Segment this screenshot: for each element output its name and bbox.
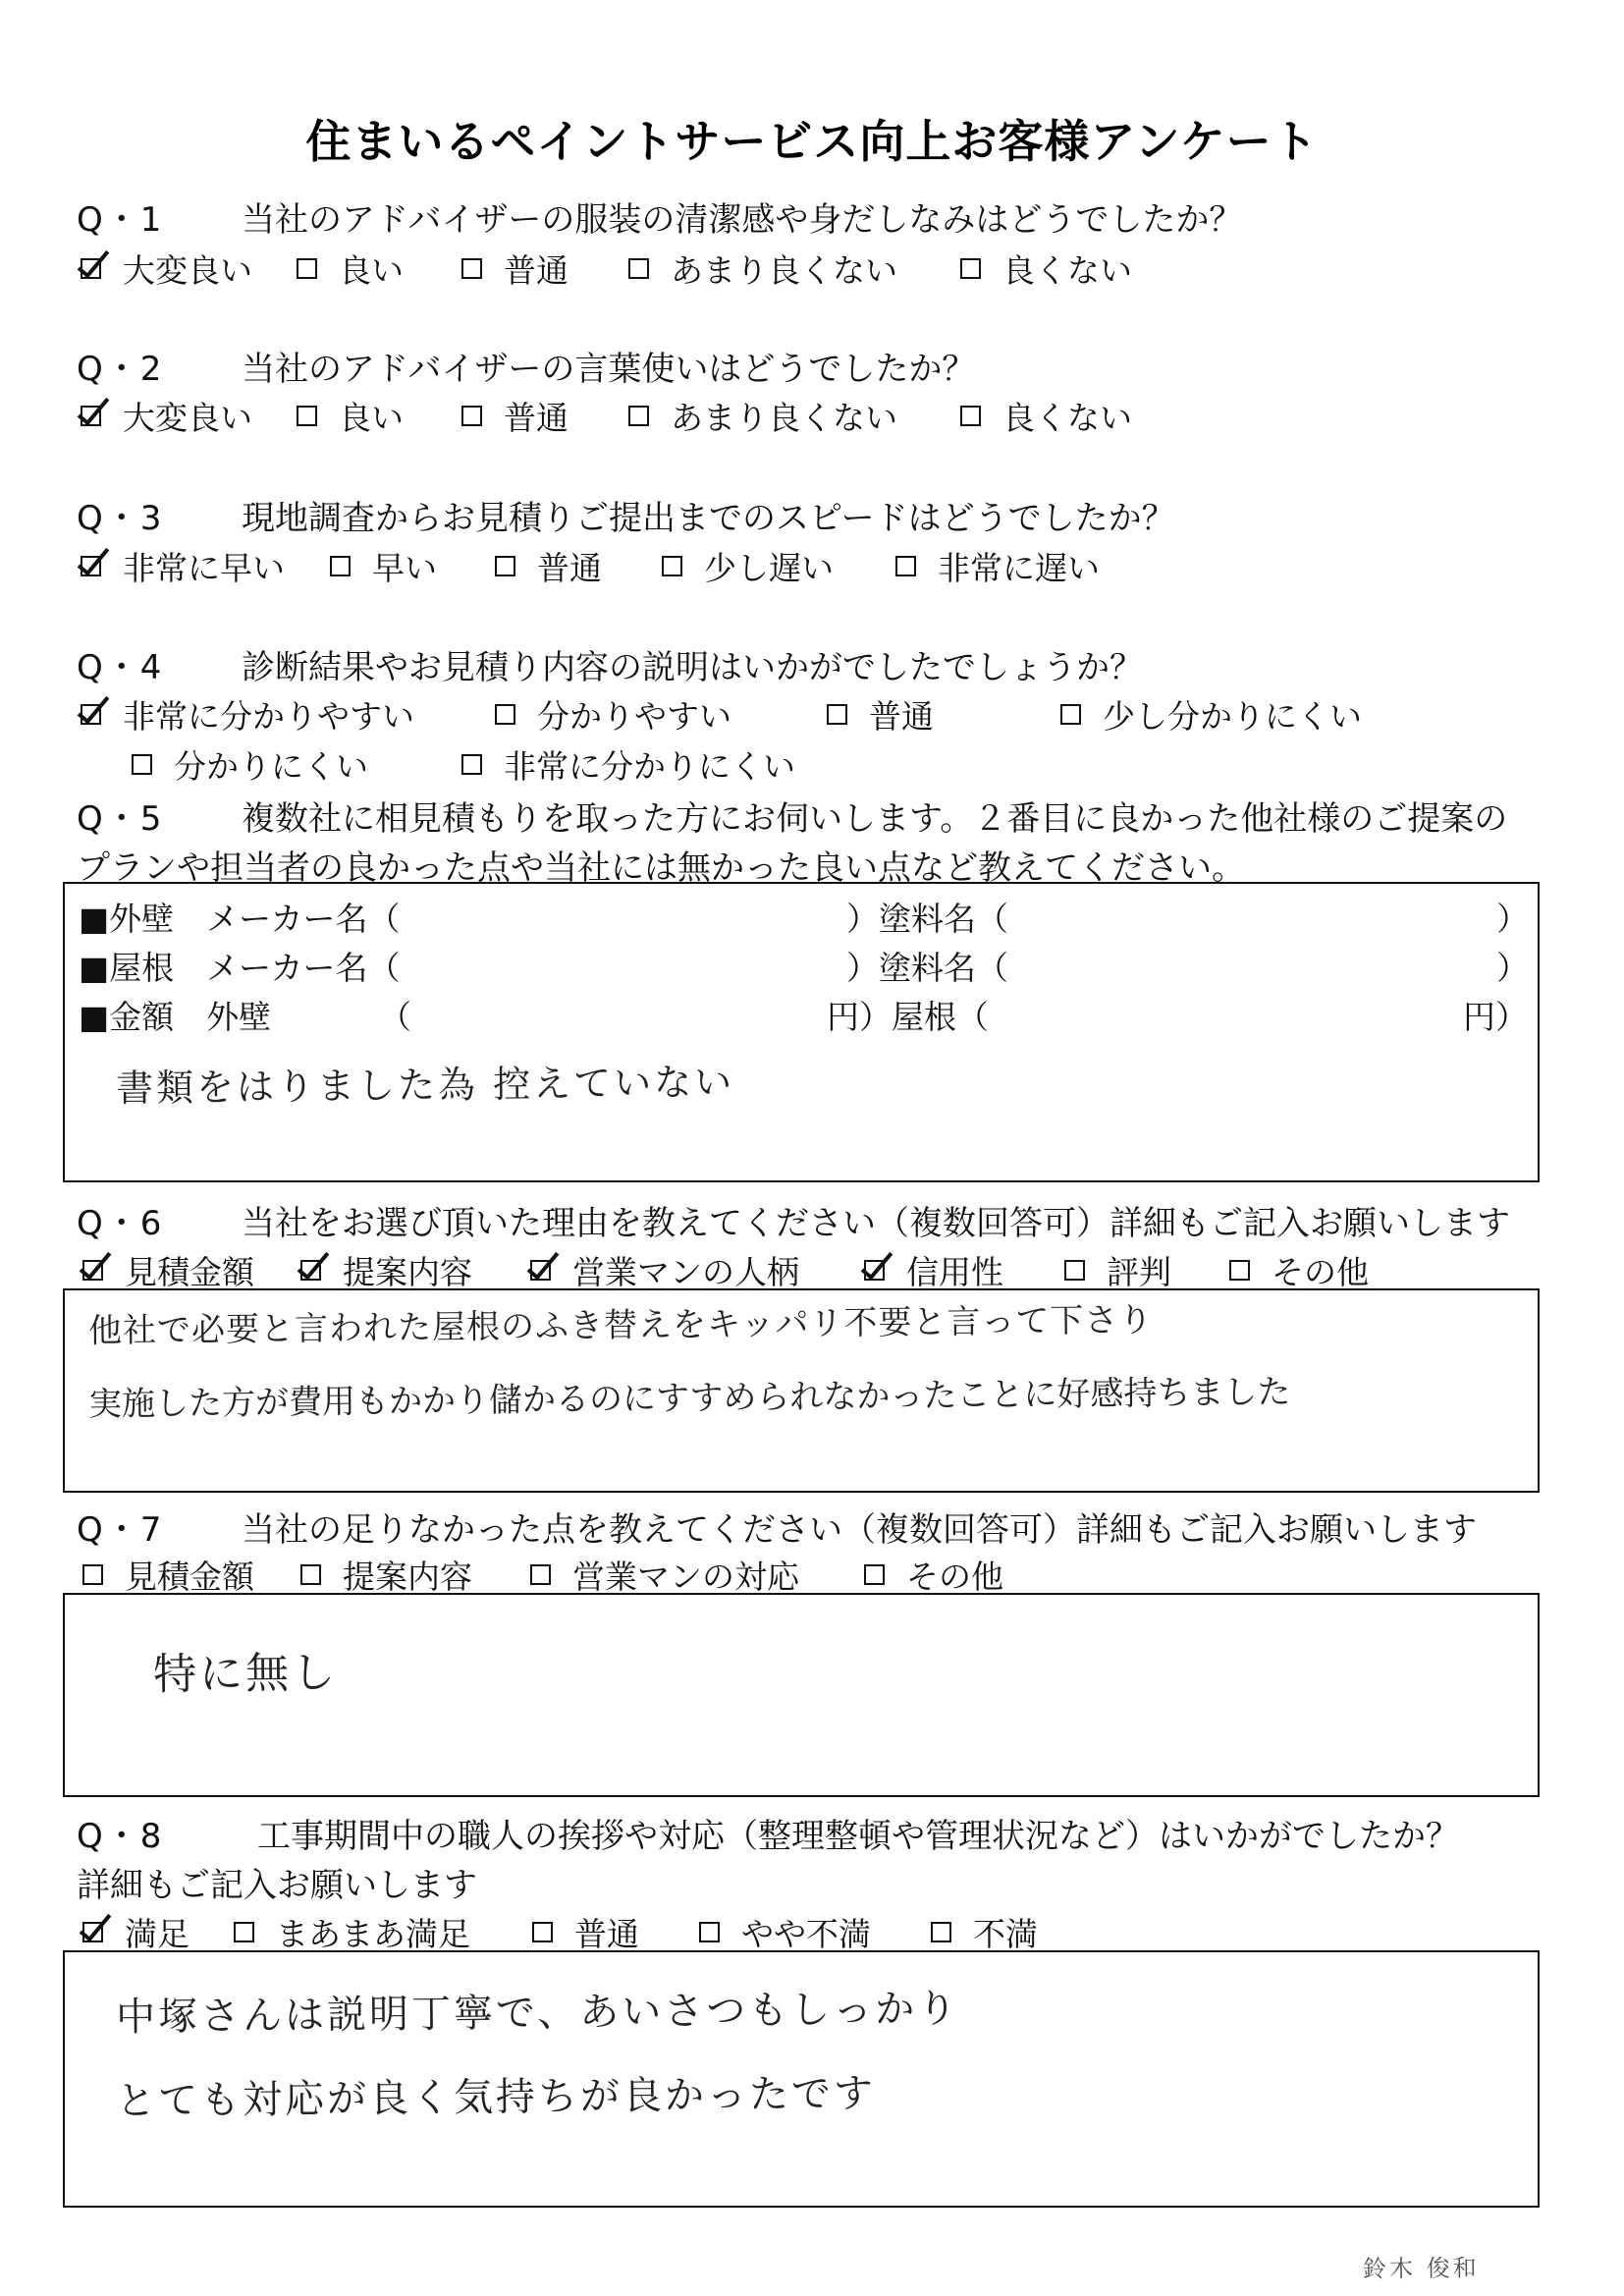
q4-option-5[interactable]: 分かりにくい bbox=[132, 741, 368, 788]
q7-checkbox-2[interactable] bbox=[300, 1564, 321, 1585]
q5-roof-maker-label: ■屋根 メーカー名（ bbox=[79, 949, 401, 987]
q5-wall-maker-label: ■外壁 メーカー名（ bbox=[79, 900, 401, 938]
q4-option-6[interactable]: 非常に分かりにくい bbox=[461, 741, 795, 788]
q8-handwritten-line-1: 中塚さんは説明丁寧で、あいさつもしっかり bbox=[115, 1986, 960, 2041]
q4-option-1[interactable]: 非常に分かりやすい bbox=[81, 691, 414, 738]
q7-option-4[interactable]: その他 bbox=[864, 1552, 1003, 1598]
q6-option-1[interactable]: 見積金額 bbox=[82, 1247, 254, 1293]
q4-checkbox-1[interactable] bbox=[81, 704, 101, 725]
q2-option-1[interactable]: 大変良い bbox=[81, 393, 252, 439]
q6-checkbox-3[interactable] bbox=[530, 1260, 551, 1281]
q1-question: 当社のアドバイザーの服装の清潔感や身だしなみはどうでしたか？ bbox=[242, 200, 1243, 240]
q3-question: 現地調査からお見積りご提出までのスピードはどうでしたか？ bbox=[242, 499, 1175, 538]
q5-question-line2: プランや担当者の良かった点や当社には無かった良い点など教えてください。 bbox=[77, 848, 1245, 888]
q8-checkbox-2[interactable] bbox=[234, 1922, 254, 1942]
q7-option-1[interactable]: 見積金額 bbox=[82, 1552, 254, 1598]
q2-checkbox-1[interactable] bbox=[81, 406, 101, 426]
q2-checkbox-2[interactable] bbox=[297, 406, 317, 426]
q4-checkbox-2[interactable] bbox=[495, 704, 515, 725]
q6-checkbox-1[interactable] bbox=[82, 1260, 103, 1281]
q2-number: Q・2 bbox=[77, 350, 164, 389]
q8-checkbox-5[interactable] bbox=[931, 1922, 951, 1942]
q2-checkbox-3[interactable] bbox=[461, 406, 482, 426]
q8-handwritten-line-2: とても対応が良く気持ちが良かったです bbox=[115, 2070, 877, 2125]
q8-option-2[interactable]: まあまあ満足 bbox=[234, 1909, 470, 1955]
q4-number: Q・4 bbox=[77, 648, 164, 687]
q7-checkbox-1[interactable] bbox=[82, 1564, 103, 1585]
q5-amount-wall-label: ■金額 外壁 bbox=[79, 998, 272, 1036]
q8-number: Q・8 bbox=[77, 1817, 164, 1856]
q1-checkbox-1[interactable] bbox=[81, 258, 101, 279]
q6-handwritten-line-1: 他社で必要と言われた屋根のふき替えをキッパリ不要と言って下さり bbox=[87, 1300, 1154, 1351]
q5-handwritten-answer: 書類をはりました為 控えていない bbox=[115, 1060, 735, 1111]
q1-option-2[interactable]: 良い bbox=[297, 246, 404, 292]
q1-checkbox-3[interactable] bbox=[461, 258, 482, 279]
q6-option-2[interactable]: 提案内容 bbox=[300, 1247, 472, 1293]
q3-option-5[interactable]: 非常に遅い bbox=[895, 543, 1100, 589]
respondent-signature: 鈴木 俊和 bbox=[1362, 2254, 1480, 2283]
q5-roof-end: ） bbox=[1496, 949, 1529, 987]
q3-checkbox-4[interactable] bbox=[662, 556, 682, 576]
q1-option-5[interactable]: 良くない bbox=[960, 246, 1132, 292]
q2-option-2[interactable]: 良い bbox=[297, 393, 404, 439]
survey-title: 住まいるペイントサービス向上お客様アンケート bbox=[305, 115, 1319, 168]
q1-option-4[interactable]: あまり良くない bbox=[628, 246, 897, 292]
q7-question: 当社の足りなかった点を教えてください（複数回答可）詳細もご記入お願いします bbox=[242, 1510, 1477, 1550]
q1-checkbox-5[interactable] bbox=[960, 258, 981, 279]
q6-checkbox-6[interactable] bbox=[1229, 1260, 1250, 1281]
q7-checkbox-4[interactable] bbox=[864, 1564, 885, 1585]
q4-checkbox-4[interactable] bbox=[1060, 704, 1081, 725]
q2-checkbox-4[interactable] bbox=[628, 406, 649, 426]
q1-option-3[interactable]: 普通 bbox=[461, 246, 568, 292]
q3-checkbox-3[interactable] bbox=[495, 556, 515, 576]
q4-checkbox-6[interactable] bbox=[461, 754, 482, 775]
q3-number: Q・3 bbox=[77, 499, 164, 538]
q2-option-3[interactable]: 普通 bbox=[461, 393, 568, 439]
q8-option-5[interactable]: 不満 bbox=[931, 1909, 1038, 1955]
q5-wall-end: ） bbox=[1496, 900, 1529, 938]
q6-option-5[interactable]: 評判 bbox=[1064, 1247, 1171, 1293]
q3-checkbox-1[interactable] bbox=[81, 556, 101, 576]
q6-option-6[interactable]: その他 bbox=[1229, 1247, 1369, 1293]
q3-checkbox-2[interactable] bbox=[330, 556, 351, 576]
q6-option-4[interactable]: 信用性 bbox=[864, 1247, 1003, 1293]
q6-question: 当社をお選び頂いた理由を教えてください（複数回答可）詳細もご記入お願いします bbox=[242, 1204, 1510, 1243]
q1-number: Q・1 bbox=[77, 200, 164, 240]
q7-option-2[interactable]: 提案内容 bbox=[300, 1552, 472, 1598]
q7-handwritten-answer: 特に無し bbox=[152, 1648, 339, 1700]
q4-option-3[interactable]: 普通 bbox=[827, 691, 934, 738]
q4-option-2[interactable]: 分かりやすい bbox=[495, 691, 731, 738]
q6-number: Q・6 bbox=[77, 1204, 164, 1243]
q4-question: 診断結果やお見積り内容の説明はいかがでしたでしょうか？ bbox=[242, 648, 1143, 687]
q6-checkbox-4[interactable] bbox=[864, 1260, 885, 1281]
q3-option-4[interactable]: 少し遅い bbox=[662, 543, 834, 589]
q8-option-3[interactable]: 普通 bbox=[532, 1909, 639, 1955]
q5-question: 複数社に相見積もりを取った方にお伺いします。２番目に良かった他社様のご提案の bbox=[242, 799, 1508, 839]
q1-option-1[interactable]: 大変良い bbox=[81, 246, 252, 292]
q7-number: Q・7 bbox=[77, 1510, 164, 1550]
q5-number: Q・5 bbox=[77, 799, 164, 839]
q8-question: 工事期間中の職人の挨拶や対応（整理整頓や管理状況など）はいかがでしたか？ bbox=[257, 1817, 1459, 1856]
q1-checkbox-2[interactable] bbox=[297, 258, 317, 279]
q5-wall-paint-label: ）塗料名（ bbox=[846, 900, 1008, 938]
q4-option-4[interactable]: 少し分かりにくい bbox=[1060, 691, 1362, 738]
q3-checkbox-5[interactable] bbox=[895, 556, 916, 576]
q2-option-5[interactable]: 良くない bbox=[960, 393, 1132, 439]
q5-amount-end: 円） bbox=[1463, 998, 1528, 1036]
q3-option-3[interactable]: 普通 bbox=[495, 543, 602, 589]
q6-checkbox-5[interactable] bbox=[1064, 1260, 1085, 1281]
q6-checkbox-2[interactable] bbox=[300, 1260, 321, 1281]
q3-option-2[interactable]: 早い bbox=[330, 543, 437, 589]
q3-option-1[interactable]: 非常に早い bbox=[81, 543, 285, 589]
q5-amount-open: （ bbox=[379, 998, 411, 1036]
q6-option-3[interactable]: 営業マンの人柄 bbox=[530, 1247, 799, 1293]
q8-option-4[interactable]: やや不満 bbox=[699, 1909, 871, 1955]
q4-checkbox-3[interactable] bbox=[827, 704, 847, 725]
q1-checkbox-4[interactable] bbox=[628, 258, 649, 279]
q7-option-3[interactable]: 営業マンの対応 bbox=[530, 1552, 799, 1598]
q8-checkbox-3[interactable] bbox=[532, 1922, 553, 1942]
q7-checkbox-3[interactable] bbox=[530, 1564, 551, 1585]
q6-handwritten-line-2: 実施した方が費用もかかり儲かるのにすすめられなかったことに好感持ちました bbox=[87, 1372, 1291, 1425]
q2-checkbox-5[interactable] bbox=[960, 406, 981, 426]
q5-roof-paint-label: ）塗料名（ bbox=[846, 949, 1008, 987]
q8-option-1[interactable]: 満足 bbox=[82, 1909, 189, 1955]
q8-checkbox-4[interactable] bbox=[699, 1922, 720, 1942]
q8-question-line2: 詳細もご記入お願いします bbox=[77, 1866, 477, 1905]
q2-question: 当社のアドバイザーの言葉使いはどうでしたか？ bbox=[242, 350, 976, 389]
q8-checkbox-1[interactable] bbox=[82, 1922, 103, 1942]
q4-checkbox-5[interactable] bbox=[132, 754, 152, 775]
q2-option-4[interactable]: あまり良くない bbox=[628, 393, 897, 439]
q5-amount-roof-label: 円）屋根（ bbox=[827, 998, 989, 1036]
